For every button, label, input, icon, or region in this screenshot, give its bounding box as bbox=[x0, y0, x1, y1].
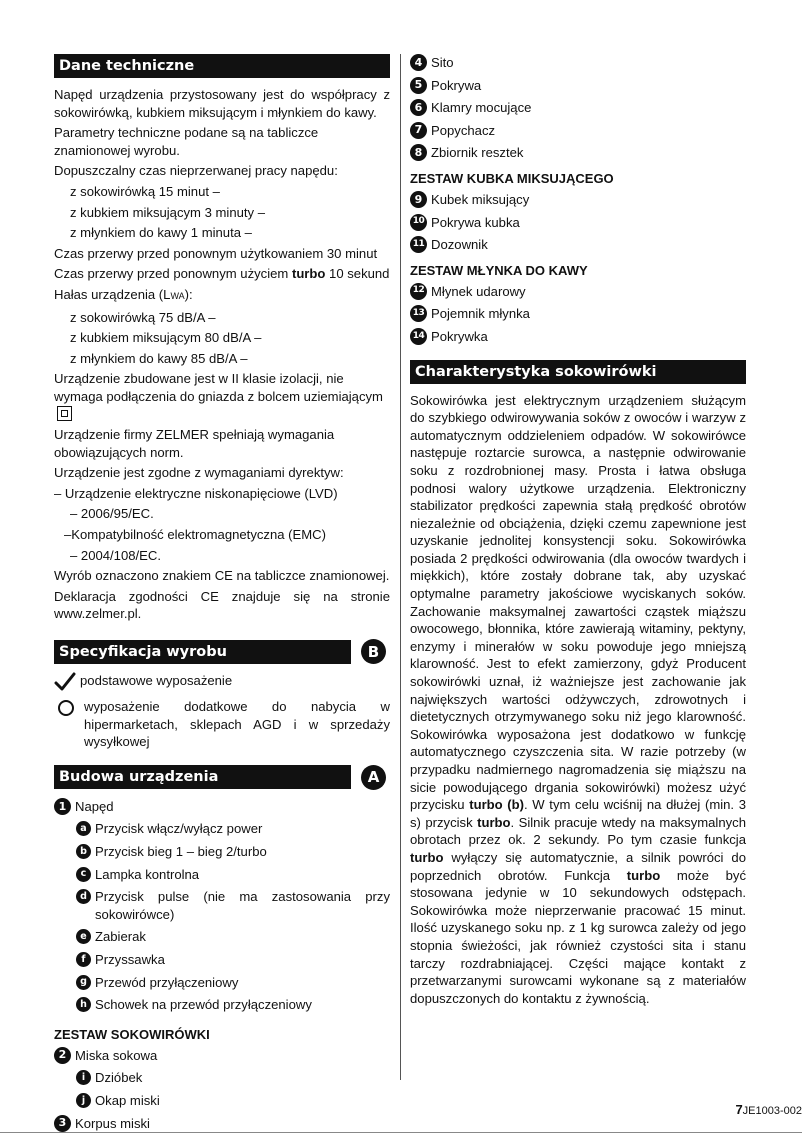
section-header-spec: Specyfikacja wyrobu bbox=[54, 640, 351, 664]
mixer-set-heading: ZESTAW KUBKA MIKSUJĄCEGO bbox=[410, 170, 614, 186]
page-number: 7 bbox=[735, 1102, 743, 1117]
part-item: 8 Zbiornik resztek bbox=[410, 144, 746, 162]
tech-subline: z młynkiem do kawy 85 dB/A – bbox=[70, 350, 248, 366]
part-item: 9 Kubek miksujący bbox=[410, 191, 746, 209]
number-badge: d bbox=[76, 889, 91, 904]
part-subitem: a Przycisk włącz/wyłącz power bbox=[54, 820, 390, 838]
section-header-characteristics: Charakterystyka sokowirówki bbox=[410, 360, 746, 384]
section-badge-a: A bbox=[361, 765, 386, 790]
part-item: 13 Pojemnik młynka bbox=[410, 305, 746, 323]
tech-paragraph: Dopuszczalny czas nieprzerwanej pracy napędu: bbox=[54, 163, 338, 179]
section-build bbox=[54, 765, 390, 790]
number-badge: a bbox=[76, 821, 91, 836]
number-badge: 13 bbox=[410, 305, 427, 322]
number-badge: b bbox=[76, 844, 91, 859]
page-footer bbox=[735, 1102, 802, 1117]
tech-paragraph: Wyrób oznaczono znakiem CE na tabliczce znamionowej. bbox=[54, 568, 390, 584]
number-badge: 14 bbox=[410, 328, 427, 345]
spec-item-optional: wyposażenie dodatkowe do nabycia w hipermarketach, sklepach AGD i w sprzedaży wysyłkowej bbox=[54, 698, 390, 751]
tech-paragraph: Urządzenie jest zgodne z wymaganiami dyrektyw: bbox=[54, 465, 344, 481]
tech-paragraph: Urządzenie zbudowane jest w II klasie izolacji, nie wymaga podłączenia do gniazda z bolcem uziemiającym bbox=[54, 370, 390, 423]
part-subitem: j Okap miski bbox=[54, 1092, 390, 1110]
part-subitem: c Lampka kontrolna bbox=[54, 866, 390, 884]
number-badge: 10 bbox=[410, 214, 427, 231]
spec-item-standard: podstawowe wyposażenie bbox=[54, 672, 390, 692]
part-subitem: h Schowek na przewód przyłączeniowy bbox=[54, 996, 390, 1014]
tech-paragraph: Parametry techniczne podane są na tabliczce znamionowej wyrobu. bbox=[54, 125, 319, 158]
part-subitem: d Przycisk pulse (nie ma zastosowania przy sokowirówce) bbox=[54, 888, 390, 923]
document-code: JE1003-002 bbox=[742, 1105, 802, 1117]
tech-subline: z sokowirówką 75 dB/A – bbox=[70, 309, 216, 325]
number-badge: 8 bbox=[410, 144, 427, 161]
section-spec bbox=[54, 639, 390, 664]
number-badge: 2 bbox=[54, 1047, 71, 1064]
number-badge: j bbox=[76, 1093, 91, 1108]
juicer-set-heading: ZESTAW SOKOWIRÓWKI bbox=[54, 1026, 210, 1042]
left-column bbox=[54, 54, 390, 1137]
number-badge: e bbox=[76, 929, 91, 944]
spec-list bbox=[54, 672, 390, 751]
part-subitem: f Przyssawka bbox=[54, 951, 390, 969]
checkmark-icon bbox=[54, 672, 76, 692]
number-badge: g bbox=[76, 975, 91, 990]
tech-subline: z kubkiem miksującym 3 minuty – bbox=[70, 204, 266, 220]
number-badge: i bbox=[76, 1070, 91, 1085]
tech-subline: – 2004/108/EC. bbox=[70, 547, 161, 563]
number-badge: 9 bbox=[410, 191, 427, 208]
bottom-rule bbox=[0, 1132, 802, 1133]
part-item: 7 Popychacz bbox=[410, 122, 746, 140]
part-subitem: g Przewód przyłączeniowy bbox=[54, 974, 390, 992]
tech-subline: – 2006/95/EC. bbox=[70, 506, 154, 522]
class-ii-insulation-icon bbox=[57, 406, 72, 421]
grinder-set-heading: ZESTAW MŁYNKA DO KAWY bbox=[410, 262, 588, 278]
tech-paragraph: Czas przerwy przed ponownym użyciem turbo 10 sekund bbox=[54, 266, 390, 282]
number-badge: 1 bbox=[54, 798, 71, 815]
number-badge: c bbox=[76, 867, 91, 882]
tech-paragraph: Hałas urządzenia (LWA): bbox=[54, 286, 193, 302]
part-subitem: i Dzióbek bbox=[54, 1069, 390, 1087]
number-badge: 7 bbox=[410, 122, 427, 139]
number-badge: 5 bbox=[410, 77, 427, 94]
number-badge: h bbox=[76, 997, 91, 1012]
tech-subline: z kubkiem miksującym 80 dB/A – bbox=[70, 330, 262, 346]
section-header-build: Budowa urządzenia bbox=[54, 765, 351, 789]
tech-paragraph: Deklaracja zgodności CE znajduje się na stronie www.zelmer.pl. bbox=[54, 588, 390, 622]
tech-paragraph: Urządzenie firmy ZELMER spełniają wymagania obowiązujących norm. bbox=[54, 427, 335, 460]
part-item: 6 Klamry mocujące bbox=[410, 99, 746, 117]
number-badge: 4 bbox=[410, 54, 427, 71]
part-subitem: e Zabierak bbox=[54, 928, 390, 946]
part-item: 2 Miska sokowa bbox=[54, 1047, 390, 1065]
tech-subline: –Kompatybilność elektromagnetyczna (EMC) bbox=[64, 527, 326, 543]
part-item: 4 Sito bbox=[410, 54, 746, 72]
tech-subline: z młynkiem do kawy 1 minuta – bbox=[70, 225, 252, 241]
tech-subline: z sokowirówką 15 minut – bbox=[70, 183, 220, 199]
circle-icon bbox=[58, 700, 74, 716]
part-item: 1 Napęd bbox=[54, 798, 390, 816]
number-badge: 12 bbox=[410, 283, 427, 300]
part-item: 14 Pokrywka bbox=[410, 328, 746, 346]
characteristics-text: Sokowirówka jest elektrycznym urządzeniem służącym do szybkiego odwirowywania soków z owoców i warzyw z automatycznym oddzieleniem odpadów. W sokowirówce następuje roztarcie surowca, a następnie odwirowanie soku z rozdrobnionej masy. Prosta i łatwa obsługa podnosi walory użytkowe urządzenia. Elektroniczny stabilizator prędkości zapewnia stałą prędkość obrotów niezależnie od obciążenia, dzięki czemu zapewnione jest uzyskanie jednolitej konsystencji soku. Sokowirówka posiada 2 prędkości odwirowania (dla owoców twardych i miękkich), które zostały dobrane tak, aby uzyskać optymalne parametry jakościowe wyciskanych soków. Zachowanie maksymalnej zawartości cząstek miąższu owocowego, błonnika, które zawierają witaminy, pektyny, enzymy i minerałów w soku powoduje jego mniejszą klarowność. Jest to efekt zamierzony, gdyż Producent sokowirówki uznał, iż ważniejsze jest zachowanie jak największych wartości odżywczych, zdrowotnych i dietetycznych otrzymywanego soku niż jego klarowność. Sokowirówka wyposażona jest dodatkowo w funkcję automatycznego czyszczenia sita. W razie potrzeby (w przypadku nadmiernego nagromadzenia się miąższu na sicie powodującego drgania sokowirówki) możesz użyć przycisku turbo (b). W tym celu wciśnij na dłużej (min. 3 s) przycisk turbo. Silnik pracuje wtedy na maksymalnych obrotach przez ok. 2 sekundy. Po tym czasie funkcja turbo wyłączy się automatycznie, a silnik powróci do poprzednich obrotów. Funkcja turbo może być stosowana jedynie w 10 sekundowych odstępach. Sokowirówka może nieprzerwanie pracować 15 minut. Ilość uzyskanego soku np. z 1 kg surowca zależy od jego stopnia świeżości, jak również czystości sita i stanu tarczy rozdrabniającej. Części mające kontakt z przetwarzanymi surowcami wykonane są z materiałów dopuszczonych do kontaktu z żywnością. bbox=[410, 392, 747, 1006]
part-item: 5 Pokrywa bbox=[410, 77, 746, 95]
right-column bbox=[410, 54, 746, 1010]
tech-paragraph: Napęd urządzenia przystosowany jest do współpracy z sokowirówką, kubkiem miksującym i młynkiem do kawy. bbox=[54, 87, 390, 120]
number-badge: 3 bbox=[54, 1115, 71, 1132]
part-item: 10 Pokrywa kubka bbox=[410, 214, 746, 232]
column-divider bbox=[400, 54, 401, 1080]
number-badge: f bbox=[76, 952, 91, 967]
tech-subline: – Urządzenie elektryczne niskonapięciowe (LVD) bbox=[54, 485, 338, 501]
part-item: 3 Korpus miski bbox=[54, 1115, 390, 1133]
number-badge: 6 bbox=[410, 99, 427, 116]
tech-paragraph: Czas przerwy przed ponownym użytkowaniem 30 minut bbox=[54, 245, 378, 261]
section-header-tech: Dane techniczne bbox=[54, 54, 390, 78]
part-item: 11 Dozownik bbox=[410, 236, 746, 254]
number-badge: 11 bbox=[410, 236, 427, 253]
section-badge-b: B bbox=[361, 639, 386, 664]
part-subitem: b Przycisk bieg 1 – bieg 2/turbo bbox=[54, 843, 390, 861]
part-item: 12 Młynek udarowy bbox=[410, 283, 746, 301]
